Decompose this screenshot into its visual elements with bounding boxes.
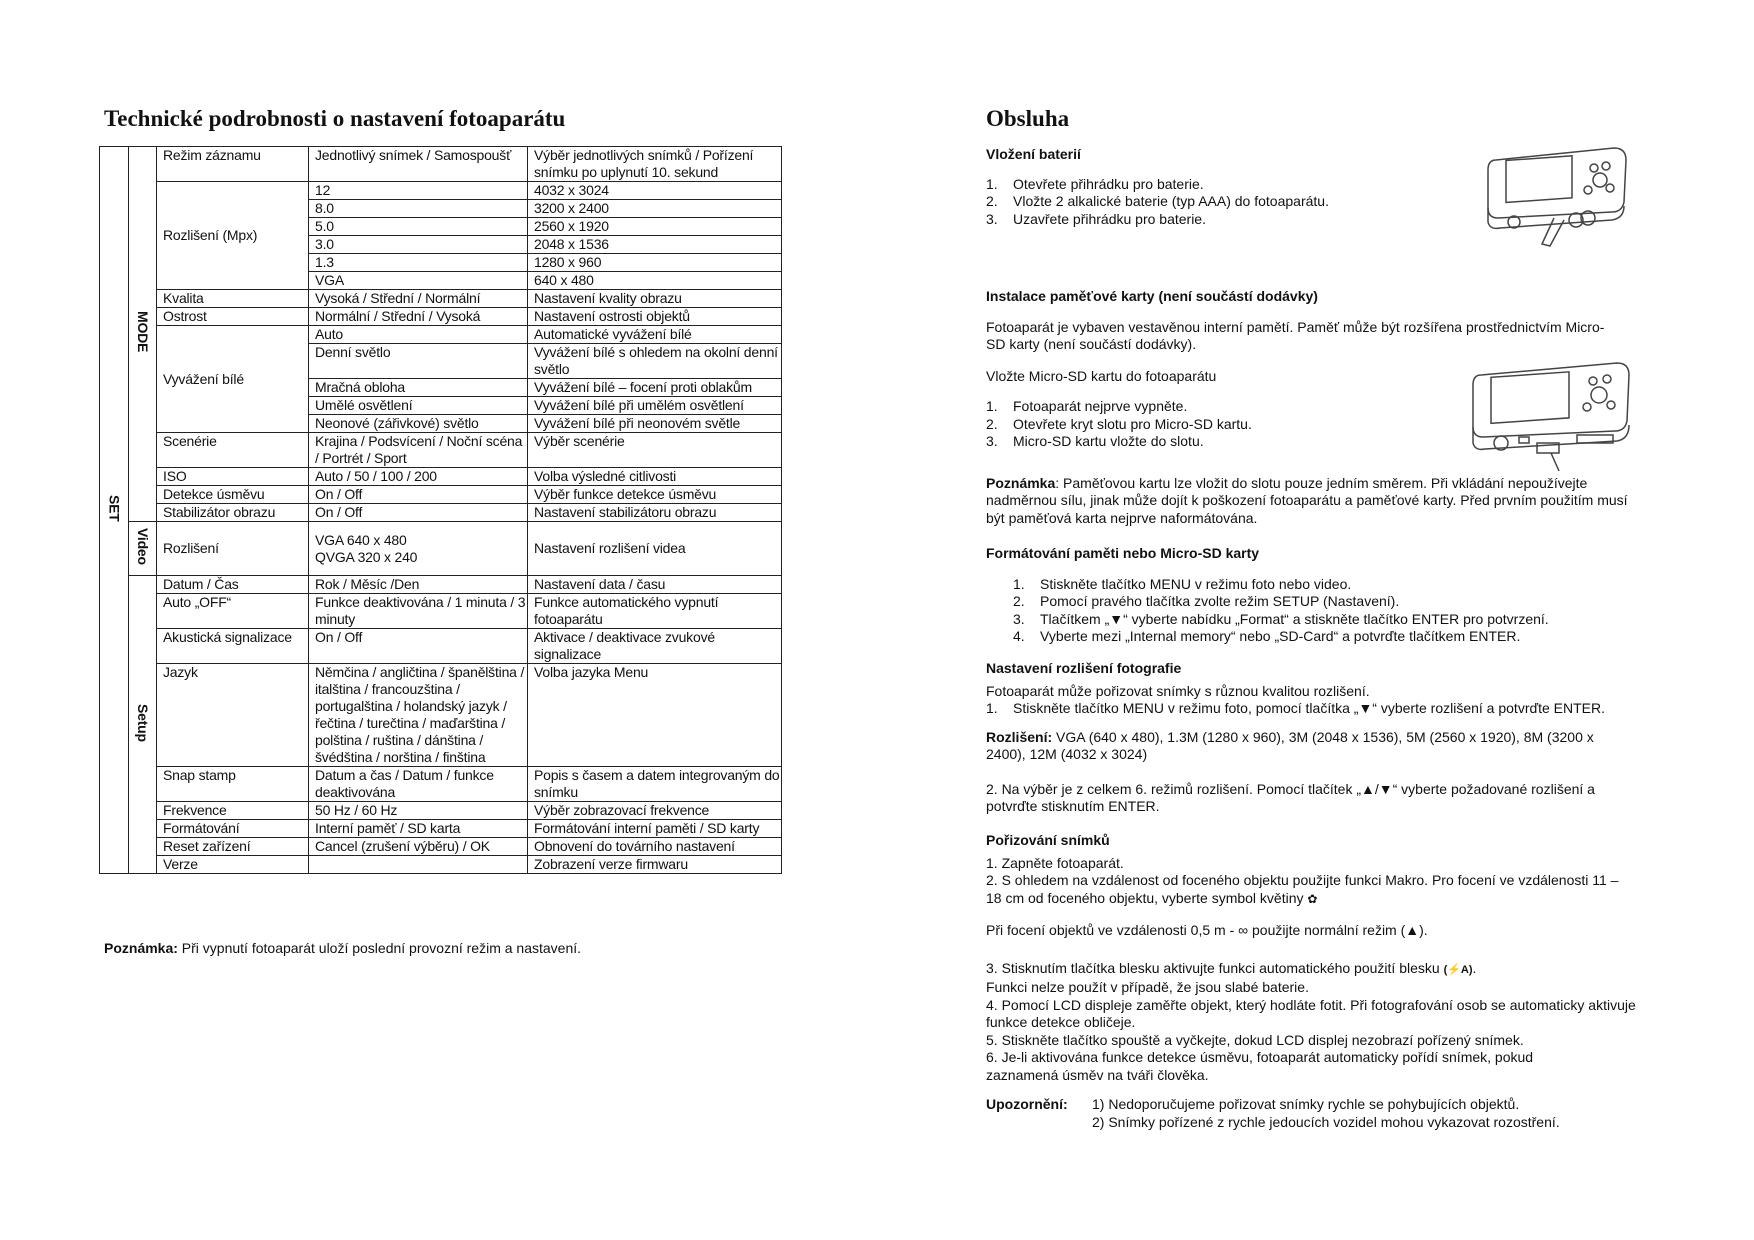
setting-description: Popis s časem a datem integrovaným do snímku	[528, 767, 782, 802]
setting-name: Akustická signalizace	[157, 629, 309, 664]
setting-description: Nastavení kvality obrazu	[528, 290, 782, 308]
list-item: 1. Fotoaparát nejprve vypněte.	[986, 398, 1188, 414]
setting-option: Mračná obloha	[309, 379, 528, 397]
list-item: 1. Stiskněte tlačítko MENU v režimu foto nebo video.	[1013, 575, 1352, 592]
table-row	[100, 576, 782, 594]
setting-option: Jednotlivý snímek / Samospoušť	[309, 147, 528, 182]
card-section	[986, 288, 1646, 527]
setting-option	[309, 856, 528, 874]
card-steps	[986, 398, 1646, 451]
setting-option: 8.0	[309, 200, 528, 218]
table-row	[100, 468, 782, 486]
setting-name: Kvalita	[157, 290, 309, 308]
table-row	[100, 522, 782, 576]
table-row	[100, 664, 782, 767]
setting-name: Verze	[157, 856, 309, 874]
setting-option: Němčina / angličtina / španělština / italština / francouzština / portugalština / holandský jazyk / řečtina / turečtina / maďarština / polština / ruština / dánština / švédština / norština / finština	[309, 664, 528, 767]
setting-name: Rozlišení	[157, 522, 309, 576]
list-item: 2. Pomocí pravého tlačítka zvolte režim SETUP (Nastavení).	[1013, 593, 1400, 609]
table-row	[100, 326, 782, 344]
setting-name: Scenérie	[157, 433, 309, 468]
setting-description: Zobrazení verze firmwaru	[528, 856, 782, 874]
shooting-line: 2. S ohledem na vzdálenost od foceného objektu použijte funkci Makro. Pro focení ve vzdálenosti 11 – 18 cm od foceného objektu, vyberte symbol květiny ✿	[986, 872, 1619, 906]
setting-option: Rok / Měsíc /Den	[309, 576, 528, 594]
section-label-text: Video	[135, 528, 151, 565]
table-row	[100, 504, 782, 522]
section-label-text: MODE	[135, 311, 151, 353]
setting-description: Nastavení stabilizátoru obrazu	[528, 504, 782, 522]
setting-description: 2560 x 1920	[528, 218, 782, 236]
list-item: 2. Otevřete kryt slotu pro Micro-SD kartu.	[986, 415, 1252, 432]
format-section	[986, 545, 1646, 646]
setting-name: Detekce úsměvu	[157, 486, 309, 504]
setting-description: 3200 x 2400	[528, 200, 782, 218]
setting-name: Ostrost	[157, 308, 309, 326]
setting-description: Vyvážení bílé s ohledem na okolní denní světlo	[528, 344, 782, 379]
setting-description: 640 x 480	[528, 272, 782, 290]
table-row	[100, 147, 782, 182]
setting-option: Funkce deaktivována / 1 minuta / 3 minuty	[309, 594, 528, 629]
setting-option: 1.3	[309, 254, 528, 272]
table-row	[100, 182, 782, 200]
setting-description: Výběr funkce detekce úsměvu	[528, 486, 782, 504]
setting-description: Volba jazyka Menu	[528, 664, 782, 767]
resolution-heading: Nastavení rozlišení fotografie	[986, 660, 1182, 676]
shooting-heading: Pořizování snímků	[986, 832, 1110, 848]
setting-description: 2048 x 1536	[528, 236, 782, 254]
setting-name: Formátování	[157, 820, 309, 838]
table-row	[100, 629, 782, 664]
setting-option: On / Off	[309, 504, 528, 522]
setting-description: Vyvážení bílé při umělém osvětlení	[528, 397, 782, 415]
setting-description: Nastavení ostrosti objektů	[528, 308, 782, 326]
warning-section	[986, 1096, 1646, 1131]
card-para: Vložte Micro-SD kartu do fotoaparátu	[986, 367, 1217, 384]
table-row	[100, 838, 782, 856]
list-item: 1. Otevřete přihrádku pro baterie.	[986, 175, 1204, 192]
settings-table	[99, 146, 782, 874]
shooting-section	[986, 832, 1646, 1084]
table-row	[100, 486, 782, 504]
shooting-line: Funkci nelze použít v případě, že jsou slabé baterie.	[986, 979, 1309, 995]
setting-option: Normální / Střední / Vysoká	[309, 308, 528, 326]
setting-description: Formátování interní paměti / SD karty	[528, 820, 782, 838]
setting-option: Denní světlo	[309, 344, 528, 379]
setting-name: Jazyk	[157, 664, 309, 767]
format-heading: Formátování paměti nebo Micro-SD karty	[986, 545, 1260, 561]
setting-description: Výběr jednotlivých snímků / Pořízení snímku po uplynutí 10. sekund	[528, 147, 782, 182]
setting-option: On / Off	[309, 486, 528, 504]
setting-description: Volba výsledné citlivosti	[528, 468, 782, 486]
setting-description: Funkce automatického vypnutí fotoaparátu	[528, 594, 782, 629]
card-note: Poznámka: Paměťovou kartu lze vložit do slotu pouze jedním směrem. Při vkládání nepoužívejte nadměrnou sílu, jinak může dojít k poškození fotoaparátu a paměťové karty. Před prvním použitím musí být paměťová karta nejprve naformátována.	[986, 474, 1628, 526]
list-item: 3. Uzavřete přihrádku pro baterie.	[986, 210, 1206, 227]
setting-option: Auto / 50 / 100 / 200	[309, 468, 528, 486]
shooting-line: 4. Pomocí LCD displeje zaměřte objekt, který hodláte fotit. Při fotografování osob se automaticky aktivuje funkce detekce obličeje.	[986, 996, 1636, 1030]
shooting-line: Při focení objektů ve vzdálenosti 0,5 m - ∞ použijte normální režim (▲).	[986, 922, 1428, 938]
shooting-line: 6. Je-li aktivována funkce detekce úsměvu, fotoaparát automaticky pořídí snímek, pokud zaznamená úsměv na tváři člověka.	[986, 1049, 1534, 1083]
left-page-title: Technické podrobnosti o nastavení fotoaparátu	[104, 106, 566, 131]
setting-name: Auto „OFF“	[157, 594, 309, 629]
note-text: Při vypnutí fotoaparát uloží poslední provozní režim a nastavení.	[177, 940, 582, 956]
setting-option: Interní paměť / SD karta	[309, 820, 528, 838]
setting-description: Výběr scenérie	[528, 433, 782, 468]
setting-description: Vyvážení bílé při neonovém světle	[528, 415, 782, 433]
shooting-line: 1. Zapněte fotoaparát.	[986, 854, 1124, 871]
list-item: 3. Micro-SD kartu vložte do slotu.	[986, 433, 1204, 449]
setting-option: Auto	[309, 326, 528, 344]
resolution-section	[986, 660, 1646, 816]
setting-option: 12	[309, 182, 528, 200]
resolution-step2: 2. Na výběr je z celkem 6. režimů rozlišení. Pomocí tlačítek „▲/▼“ vyberte požadované rozlišení a potvrďte stisknutím ENTER.	[986, 780, 1595, 814]
table-row	[100, 856, 782, 874]
macro-flower-icon: ✿	[1307, 891, 1318, 906]
setting-description: Automatické vyvážení bílé	[528, 326, 782, 344]
auto-flash-icon: (⚡A)	[1443, 963, 1473, 976]
warning-label: Upozornění:	[986, 1096, 1068, 1112]
setting-option: 50 Hz / 60 Hz	[309, 802, 528, 820]
setting-name: Reset zařízení	[157, 838, 309, 856]
setting-option: 5.0	[309, 218, 528, 236]
table-row	[100, 767, 782, 802]
table-row	[100, 308, 782, 326]
section-label	[129, 576, 157, 874]
section-label	[129, 147, 157, 522]
warning-item: 2) Snímky pořízené z rychle jedoucích vozidel mohou vykazovat rozostření.	[1092, 1113, 1560, 1130]
set-label: SET	[106, 494, 123, 522]
setting-option: Umělé osvětlení	[309, 397, 528, 415]
battery-section	[986, 146, 1646, 228]
warning-item: 1) Nedoporučujeme pořizovat snímky rychle se pohybujících objektů.	[1092, 1096, 1520, 1112]
shooting-line: 5. Stiskněte tlačítko spouště a vyčkejte, dokud LCD displej nezobrazí pořízený snímek.	[986, 1031, 1524, 1048]
list-item: 3. Tlačítkem „▼“ vyberte nabídku „Format“ a stiskněte tlačítko ENTER pro potvrzení.	[1013, 610, 1549, 627]
table-note	[104, 940, 581, 956]
list-item: 4. Vyberte mezi „Internal memory“ nebo „SD-Card“ a potvrďte tlačítkem ENTER.	[1013, 628, 1521, 644]
list-item: 2. Vložte 2 alkalické baterie (typ AAA) do fotoaparátu.	[986, 193, 1329, 209]
setting-description: Vyvážení bílé – focení proti oblakům	[528, 379, 782, 397]
resolution-list: Rozlišení: VGA (640 x 480), 1.3M (1280 x 960), 3M (2048 x 1536), 5M (2560 x 1920), 8M (3200 x 2400), 12M (4032 x 3024)	[986, 728, 1594, 762]
table-row	[100, 594, 782, 629]
setting-option: VGA	[309, 272, 528, 290]
setting-description: Nastavení rozlišení videa	[528, 522, 782, 576]
set-group-label	[100, 147, 129, 874]
resolution-intro: Fotoaparát může pořizovat snímky s různou kvalitou rozlišení.	[986, 682, 1370, 699]
setting-name: Frekvence	[157, 802, 309, 820]
setting-description: 1280 x 960	[528, 254, 782, 272]
battery-steps	[986, 176, 1646, 229]
setting-option: Krajina / Podsvícení / Noční scéna / Portrét / Sport	[309, 433, 528, 468]
setting-option: 3.0	[309, 236, 528, 254]
setting-name: Stabilizátor obrazu	[157, 504, 309, 522]
setting-name: Režim záznamu	[157, 147, 309, 182]
setting-option: Cancel (zrušení výběru) / OK	[309, 838, 528, 856]
right-page-title: Obsluha	[986, 106, 1070, 131]
note-label: Poznámka:	[104, 940, 178, 956]
setting-name: ISO	[157, 468, 309, 486]
setting-description: Obnovení do továrního nastavení	[528, 838, 782, 856]
card-heading: Instalace paměťové karty (není součástí dodávky)	[986, 288, 1318, 304]
setting-description: Výběr zobrazovací frekvence	[528, 802, 782, 820]
setting-name: Datum / Čas	[157, 576, 309, 594]
table-row	[100, 802, 782, 820]
shooting-line: 3. Stisknutím tlačítka blesku aktivujte funkci automatického použití blesku (⚡A).	[986, 959, 1477, 976]
landscape-mode-icon: (▲)	[1400, 922, 1424, 938]
setting-option: Vysoká / Střední / Normální	[309, 290, 528, 308]
format-steps	[986, 576, 1646, 646]
setting-name: Rozlišení (Mpx)	[157, 182, 309, 290]
setting-option: Neonové (zářivkové) světlo	[309, 415, 528, 433]
setting-option: Datum a čas / Datum / funkce deaktivována	[309, 767, 528, 802]
card-para: Fotoaparát je vybaven vestavěnou interní pamětí. Paměť může být rozšířena prostřednictvím Micro-SD karty (není součástí dodávky).	[986, 318, 1605, 352]
table-row	[100, 820, 782, 838]
resolution-step1: 1. Stiskněte tlačítko MENU v režimu foto, pomocí tlačítka „▼“ vyberte rozlišení a potvrďte ENTER.	[986, 700, 1605, 716]
setting-name: Vyvážení bílé	[157, 326, 309, 433]
section-label-text: Setup	[135, 703, 151, 742]
setting-description: Aktivace / deaktivace zvukové signalizace	[528, 629, 782, 664]
setting-option: VGA 640 x 480 QVGA 320 x 240	[309, 522, 528, 576]
section-label	[129, 522, 157, 576]
battery-heading: Vložení baterií	[986, 146, 1081, 162]
setting-description: Nastavení data / času	[528, 576, 782, 594]
setting-option: On / Off	[309, 629, 528, 664]
setting-name: Snap stamp	[157, 767, 309, 802]
setting-description: 4032 x 3024	[528, 182, 782, 200]
table-row	[100, 290, 782, 308]
table-row	[100, 433, 782, 468]
